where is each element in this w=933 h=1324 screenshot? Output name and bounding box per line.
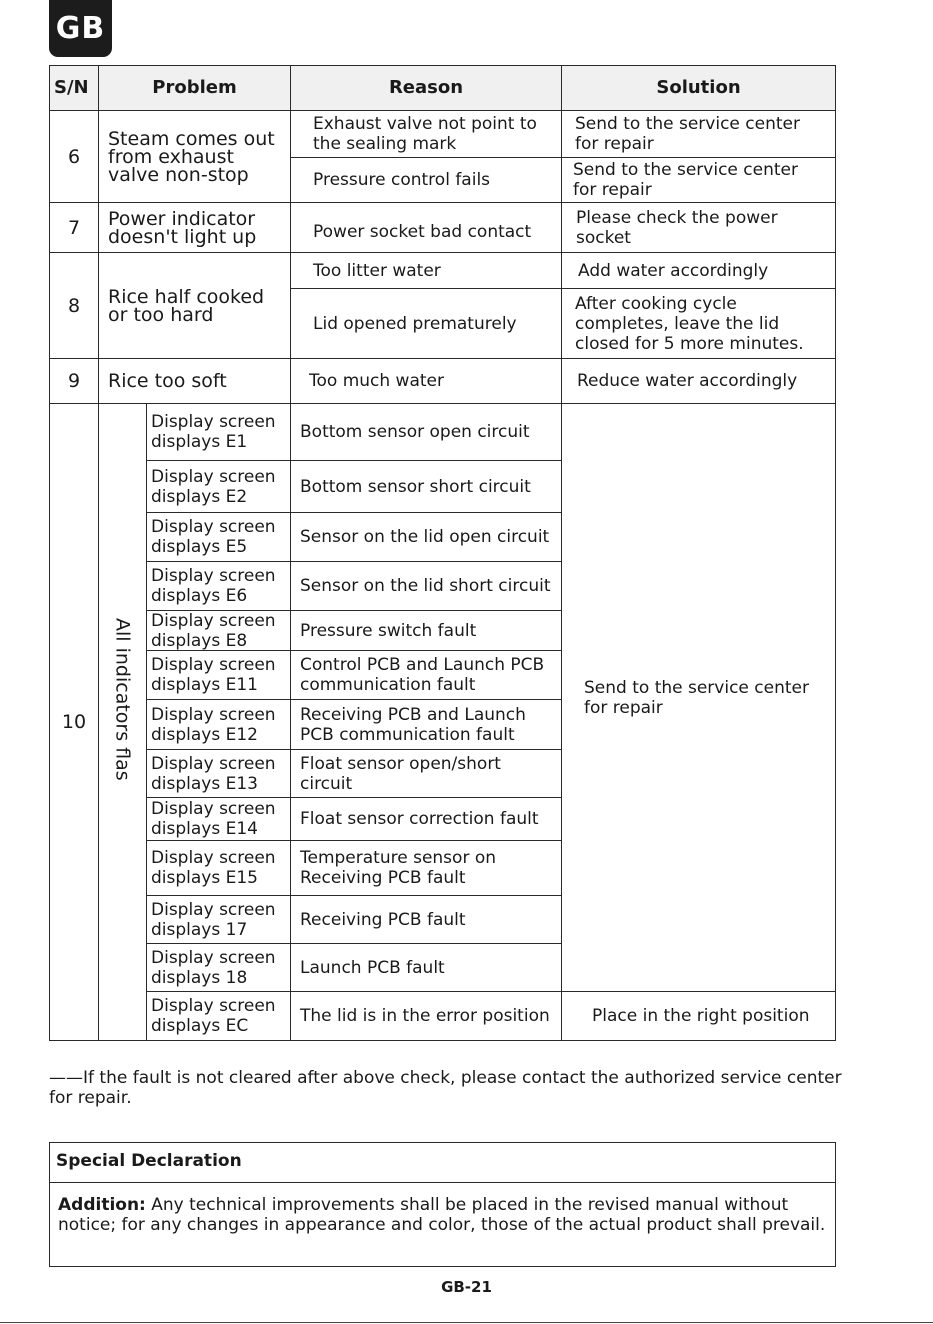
page-number: GB-21 bbox=[441, 1278, 492, 1296]
row8-problem: Rice half cooked or too hard bbox=[98, 252, 291, 359]
row8-solution1: Add water accordingly bbox=[561, 252, 836, 289]
troubleshooting-table bbox=[49, 65, 836, 1041]
header-sn: S/N bbox=[49, 65, 99, 111]
code-ec-reason: The lid is in the error position bbox=[290, 991, 562, 1041]
code-e13-display: Display screen displays E13 bbox=[146, 749, 291, 798]
code-17-display: Display screen displays 17 bbox=[146, 895, 291, 944]
code-e11-reason: Control PCB and Launch PCB communication fault bbox=[290, 650, 562, 700]
header-solution: Solution bbox=[561, 65, 836, 111]
code-e5-reason: Sensor on the lid open circuit bbox=[290, 512, 562, 562]
code-e2-display: Display screen displays E2 bbox=[146, 460, 291, 513]
code-e2-reason: Bottom sensor short circuit bbox=[290, 460, 562, 513]
header-problem: Problem bbox=[98, 65, 291, 111]
row6-solution2: Send to the service center for repair bbox=[561, 157, 836, 203]
row9-solution: Reduce water accordingly bbox=[561, 358, 836, 404]
code-e6-display: Display screen displays E6 bbox=[146, 561, 291, 611]
row7-problem: Power indicator doesn't light up bbox=[98, 202, 291, 253]
row9-sn: 9 bbox=[49, 358, 99, 404]
code-e11-display: Display screen displays E11 bbox=[146, 650, 291, 700]
declaration-body bbox=[49, 1182, 836, 1267]
row10-group-label: All indicators flas bbox=[111, 618, 134, 781]
code-e8-reason: Pressure switch fault bbox=[290, 610, 562, 651]
row6-sn: 6 bbox=[49, 110, 99, 203]
language-badge: GB bbox=[49, 0, 112, 57]
code-e1-display: Display screen displays E1 bbox=[146, 403, 291, 461]
declaration-text: Any technical improvements shall be placed in the revised manual without notice; for any changes in appearance and color, those of the actual product shall prevail. bbox=[58, 1195, 826, 1235]
row10-solution-main: Send to the service center for repair bbox=[561, 403, 836, 992]
code-17-reason: Receiving PCB fault bbox=[290, 895, 562, 944]
declaration-label: Addition: bbox=[58, 1195, 146, 1215]
bottom-rule bbox=[0, 1322, 933, 1323]
row8-reason2: Lid opened prematurely bbox=[290, 288, 562, 359]
code-e15-display: Display screen displays E15 bbox=[146, 840, 291, 896]
row7-sn: 7 bbox=[49, 202, 99, 253]
code-e13-reason: Float sensor open/short circuit bbox=[290, 749, 562, 798]
row6-reason1: Exhaust valve not point to the sealing mark bbox=[290, 110, 562, 158]
row6-solution1: Send to the service center for repair bbox=[561, 110, 836, 158]
code-e1-reason: Bottom sensor open circuit bbox=[290, 403, 562, 461]
code-e14-display: Display screen displays E14 bbox=[146, 797, 291, 841]
code-e12-reason: Receiving PCB and Launch PCB communication fault bbox=[290, 699, 562, 750]
header-reason: Reason bbox=[290, 65, 562, 111]
row8-reason1: Too litter water bbox=[290, 252, 562, 289]
row7-solution: Please check the power socket bbox=[561, 202, 836, 253]
code-18-display: Display screen displays 18 bbox=[146, 943, 291, 992]
code-e8-display: Display screen displays E8 bbox=[146, 610, 291, 651]
row9-reason: Too much water bbox=[290, 358, 562, 404]
code-e15-reason: Temperature sensor on Receiving PCB fault bbox=[290, 840, 562, 896]
row6-reason2: Pressure control fails bbox=[290, 157, 562, 203]
fault-note: ——If the fault is not cleared after above check, please contact the authorized service center for repair. bbox=[49, 1068, 842, 1108]
code-18-reason: Launch PCB fault bbox=[290, 943, 562, 992]
code-e5-display: Display screen displays E5 bbox=[146, 512, 291, 562]
code-e14-reason: Float sensor correction fault bbox=[290, 797, 562, 841]
code-e6-reason: Sensor on the lid short circuit bbox=[290, 561, 562, 611]
declaration-title: Special Declaration bbox=[49, 1142, 836, 1183]
row8-solution2: After cooking cycle completes, leave the lid closed for 5 more minutes. bbox=[561, 288, 836, 359]
row7-reason: Power socket bad contact bbox=[290, 202, 562, 253]
code-e12-display: Display screen displays E12 bbox=[146, 699, 291, 750]
row8-sn: 8 bbox=[49, 252, 99, 359]
code-ec-display: Display screen displays EC bbox=[146, 991, 291, 1041]
row10-solution-ec: Place in the right position bbox=[561, 991, 836, 1041]
row6-problem: Steam comes out from exhaust valve non-stop bbox=[98, 110, 291, 203]
row9-problem: Rice too soft bbox=[98, 358, 291, 404]
row10-sn: 10 bbox=[49, 403, 99, 1041]
row10-group bbox=[98, 403, 147, 1041]
